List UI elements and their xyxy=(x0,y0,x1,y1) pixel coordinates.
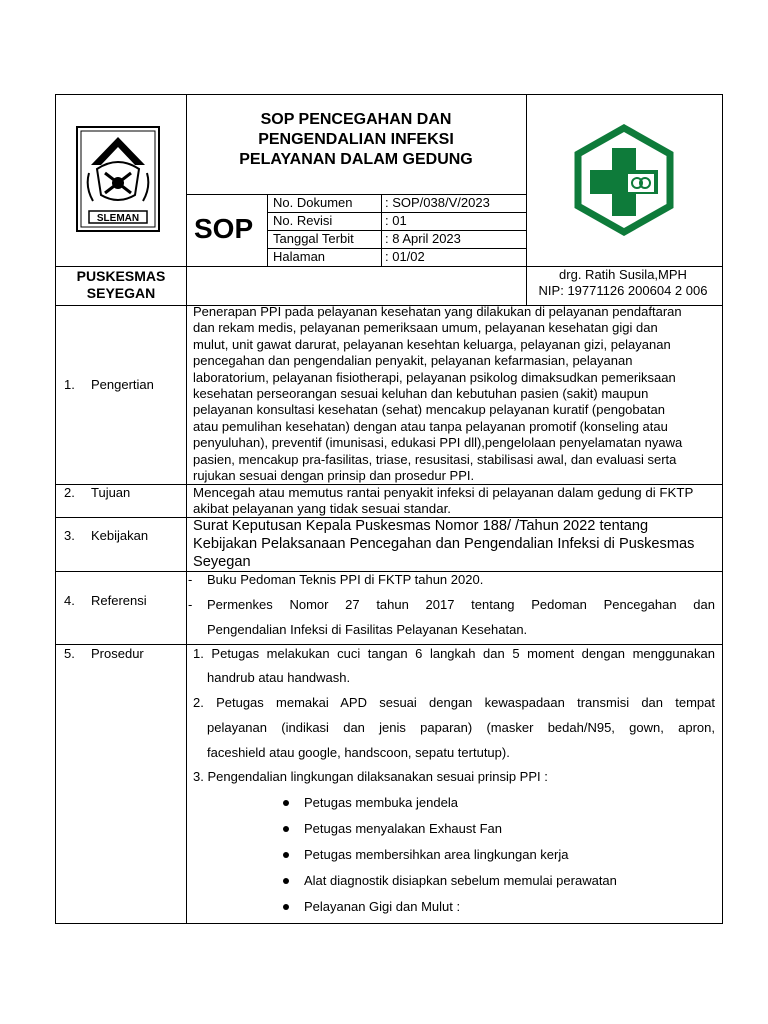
bullet-item xyxy=(283,821,502,836)
step-item: 2. Petugas memakai APD sesuai dengan kewaspadaan transmisi dan tempat xyxy=(193,695,715,710)
signer-block xyxy=(528,267,718,299)
text-line: pelayanan konsultasi kesehatan (sehat) mencakup pelayanan kuratif (pengobatan xyxy=(193,402,665,418)
step-continued: handrub atau handwash. xyxy=(207,670,351,685)
bullet-item xyxy=(283,899,460,914)
org-line: PUSKESMAS xyxy=(76,268,166,284)
tujuan-text xyxy=(193,485,715,518)
section-number: 5. xyxy=(64,646,75,661)
bullet-text: Alat diagnostik disiapkan sebelum memulai perawatan xyxy=(304,873,617,888)
sleman-logo xyxy=(75,125,161,233)
signer-name: drg. Ratih Susila,MPH xyxy=(559,267,687,282)
section-label: Prosedur xyxy=(91,646,144,661)
bullet-icon xyxy=(283,852,289,858)
section-number: 2. xyxy=(64,485,75,500)
puskesmas-logo xyxy=(568,124,680,236)
bullet-item xyxy=(283,873,617,888)
text-line: Kebijakan Pelaksanaan Pencegahan dan Pengendalian Infeksi di Puskesmas xyxy=(193,536,695,552)
text-line: Surat Keputusan Kepala Puskesmas Nomor 188/ /Tahun 2022 tentang xyxy=(193,518,649,534)
bullet-icon xyxy=(283,826,289,832)
meta-label: No. Dokumen xyxy=(273,195,353,210)
text-line: dan rekam medis, pelayanan pemeriksaan umum, pelayanan kesehatan gigi dan xyxy=(193,320,658,336)
meta-value: : 01/02 xyxy=(385,249,425,264)
list-dash: - xyxy=(188,597,193,612)
title-line: PENGENDALIAN INFEKSI xyxy=(258,131,454,148)
document-title xyxy=(186,110,526,170)
organization-name xyxy=(56,268,186,302)
text-line: penyuluhan), preventif (imunisasi, edukasi PPI dll),pengelolaan penyelamatan nyawa xyxy=(193,435,683,451)
meta-value: : 01 xyxy=(385,213,407,228)
bullet-item xyxy=(283,795,458,810)
text-line: Seyegan xyxy=(193,554,251,570)
step-continued: pelayanan (indikasi dan jenis paparan) (masker bedah/N95, gown, apron, xyxy=(207,720,715,735)
text-line: kesehatan perseorangan sesuai keluhan dan kebutuhan pasien (sakit) maupun xyxy=(193,386,649,402)
sop-label: SOP xyxy=(194,213,254,244)
meta-label: Tanggal Terbit xyxy=(273,231,354,246)
pengertian-text xyxy=(193,304,715,484)
list-item: Buku Pedoman Teknis PPI di FKTP tahun 2020. xyxy=(207,572,484,587)
org-line: SEYEGAN xyxy=(86,285,156,301)
section-label: Kebijakan xyxy=(91,528,149,543)
meta-label: Halaman xyxy=(273,249,326,264)
section-number: 3. xyxy=(64,528,75,543)
bullet-item xyxy=(283,847,569,862)
bullet-icon xyxy=(283,878,289,884)
bullet-text: Petugas menyalakan Exhaust Fan xyxy=(304,821,503,836)
section-label: Pengertian xyxy=(91,377,154,392)
step-continued: faceshield atau google, handscoon, sepatu tertutup). xyxy=(207,745,510,760)
step-item: 1. Petugas melakukan cuci tangan 6 langkah dan 5 moment dengan menggunakan xyxy=(193,646,715,661)
list-item: Permenkes Nomor 27 tahun 2017 tentang Pedoman Pencegahan dan xyxy=(207,597,715,612)
bullet-icon xyxy=(283,904,289,910)
text-line: laboratorium, pelayanan fisiotherapi, pelayanan psikolog dimaksudkan pemeriksaan xyxy=(193,369,676,385)
text-line: Penerapan PPI pada pelayanan kesehatan yang dilakukan di pelayanan pendaftaran xyxy=(193,304,682,319)
bullet-text: Petugas membersihkan area lingkungan kerja xyxy=(304,847,569,862)
svg-text:SLEMAN: SLEMAN xyxy=(96,213,140,224)
section-number: 4. xyxy=(64,593,75,608)
text-line: pasien, mencakup pra-fasilitas, triase, resusitasi, stabilisasi awal, dan evaluasi serta xyxy=(193,451,677,467)
bullet-text: Petugas membuka jendela xyxy=(304,795,458,810)
bullet-icon xyxy=(283,800,289,806)
section-label: Referensi xyxy=(91,593,147,608)
bullet-text: Pelayanan Gigi dan Mulut : xyxy=(304,899,461,914)
title-line: SOP PENCEGAHAN DAN xyxy=(260,111,452,128)
section-number: 1. xyxy=(64,377,75,392)
meta-value: : SOP/038/V/2023 xyxy=(385,195,490,210)
signer-nip: NIP: 19771126 200604 2 006 xyxy=(538,283,708,298)
meta-value: : 8 April 2023 xyxy=(385,231,461,246)
step-item: 3. Pengendalian lingkungan dilaksanakan sesuai prinsip PPI : xyxy=(193,769,548,784)
text-line: pencegahan dan pengendalian penyakit, pelayanan kefarmasian, pelayanan xyxy=(193,353,633,369)
list-item-continued: Pengendalian Infeksi di Fasilitas Pelayanan Kesehatan. xyxy=(207,622,528,637)
list-dash: - xyxy=(188,572,193,587)
kebijakan-text xyxy=(193,517,715,571)
text-line: mulut, unit gawat darurat, pelayanan kesehtan keluarga, pelayanan gizi, pelayanan xyxy=(193,336,671,352)
title-line: PELAYANAN DALAM GEDUNG xyxy=(239,151,473,168)
text-line: akibat pelayanan yang tidak sesuai standar. xyxy=(193,501,451,517)
text-line: rujukan sesuai dengan prinsip dan prosedur PPI. xyxy=(193,468,475,484)
text-line: atau pemulihan kesehatan) dengan atau tanpa pelayanan promotif (konseling atau xyxy=(193,418,668,434)
section-label: Tujuan xyxy=(91,485,131,500)
text-line: Mencegah atau memutus rantai penyakit infeksi di pelayanan dalam gedung di FKTP xyxy=(193,485,694,500)
meta-label: No. Revisi xyxy=(273,213,333,228)
